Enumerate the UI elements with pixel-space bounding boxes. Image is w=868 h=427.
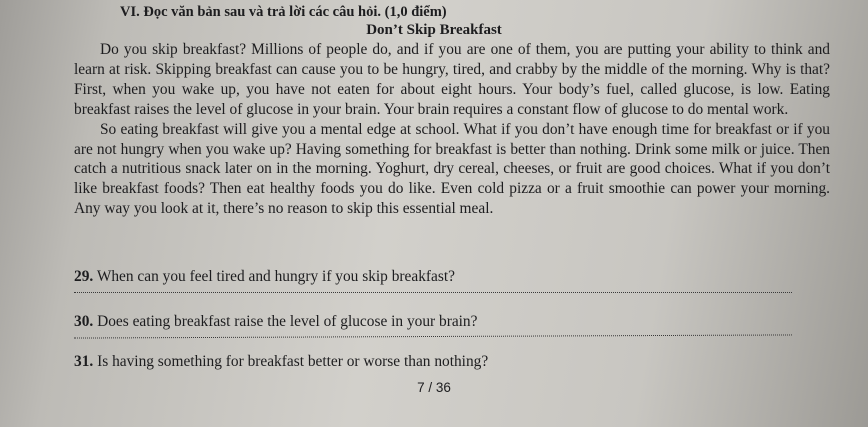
passage-paragraph-2: So eating breakfast will give you a mental edge at school. What if you don’t have enough time for breakfast or if you are not hungry when you wake up? Having something for breakfast is better than nothing. Drink some milk or juice. Then catch a nutritious snack later on in the morning. Yoghurt, dry cereal, cheeses, or fruit are good choices. What if you don’t like breakfast foods? Then eat healthy foods you do like. Even cold pizza or a fruit smoothie can power your morning. Any way you look at it, there’s no reason to skip this essential meal. — [74, 120, 830, 218]
answer-line-30[interactable] — [74, 334, 792, 338]
answer-line-29[interactable] — [74, 292, 792, 293]
passage-title: Don’t Skip Breakfast — [366, 22, 502, 38]
reading-passage — [74, 40, 830, 219]
question-text: Is having something for breakfast better or worse than nothing? — [97, 353, 489, 370]
page-number: 7 / 36 — [417, 380, 451, 395]
question-number: 31. — [74, 353, 94, 370]
question-30 — [74, 312, 477, 331]
question-text: Does eating breakfast raise the level of glucose in your brain? — [97, 313, 478, 330]
question-number: 30. — [74, 313, 94, 330]
question-29 — [74, 267, 455, 286]
question-text: When can you feel tired and hungry if you skip breakfast? — [96, 268, 455, 285]
section-heading: VI. Đọc văn bản sau và trả lời các câu hỏi. (1,0 điểm) — [120, 4, 447, 20]
question-number: 29. — [74, 268, 94, 285]
passage-paragraph-1: Do you skip breakfast? Millions of people do, and if you are one of them, you are putting your ability to think and learn at risk. Skipping breakfast can cause you to be hungry, tired, and crabby by the middle of the morning. Why is that? First, when you wake up, you have not eaten for about eight hours. Your body’s fuel, called glucose, is low. Eating breakfast raises the level of glucose in your brain. Your brain requires a constant flow of glucose to do mental work. — [74, 41, 830, 118]
question-31 — [74, 352, 488, 371]
